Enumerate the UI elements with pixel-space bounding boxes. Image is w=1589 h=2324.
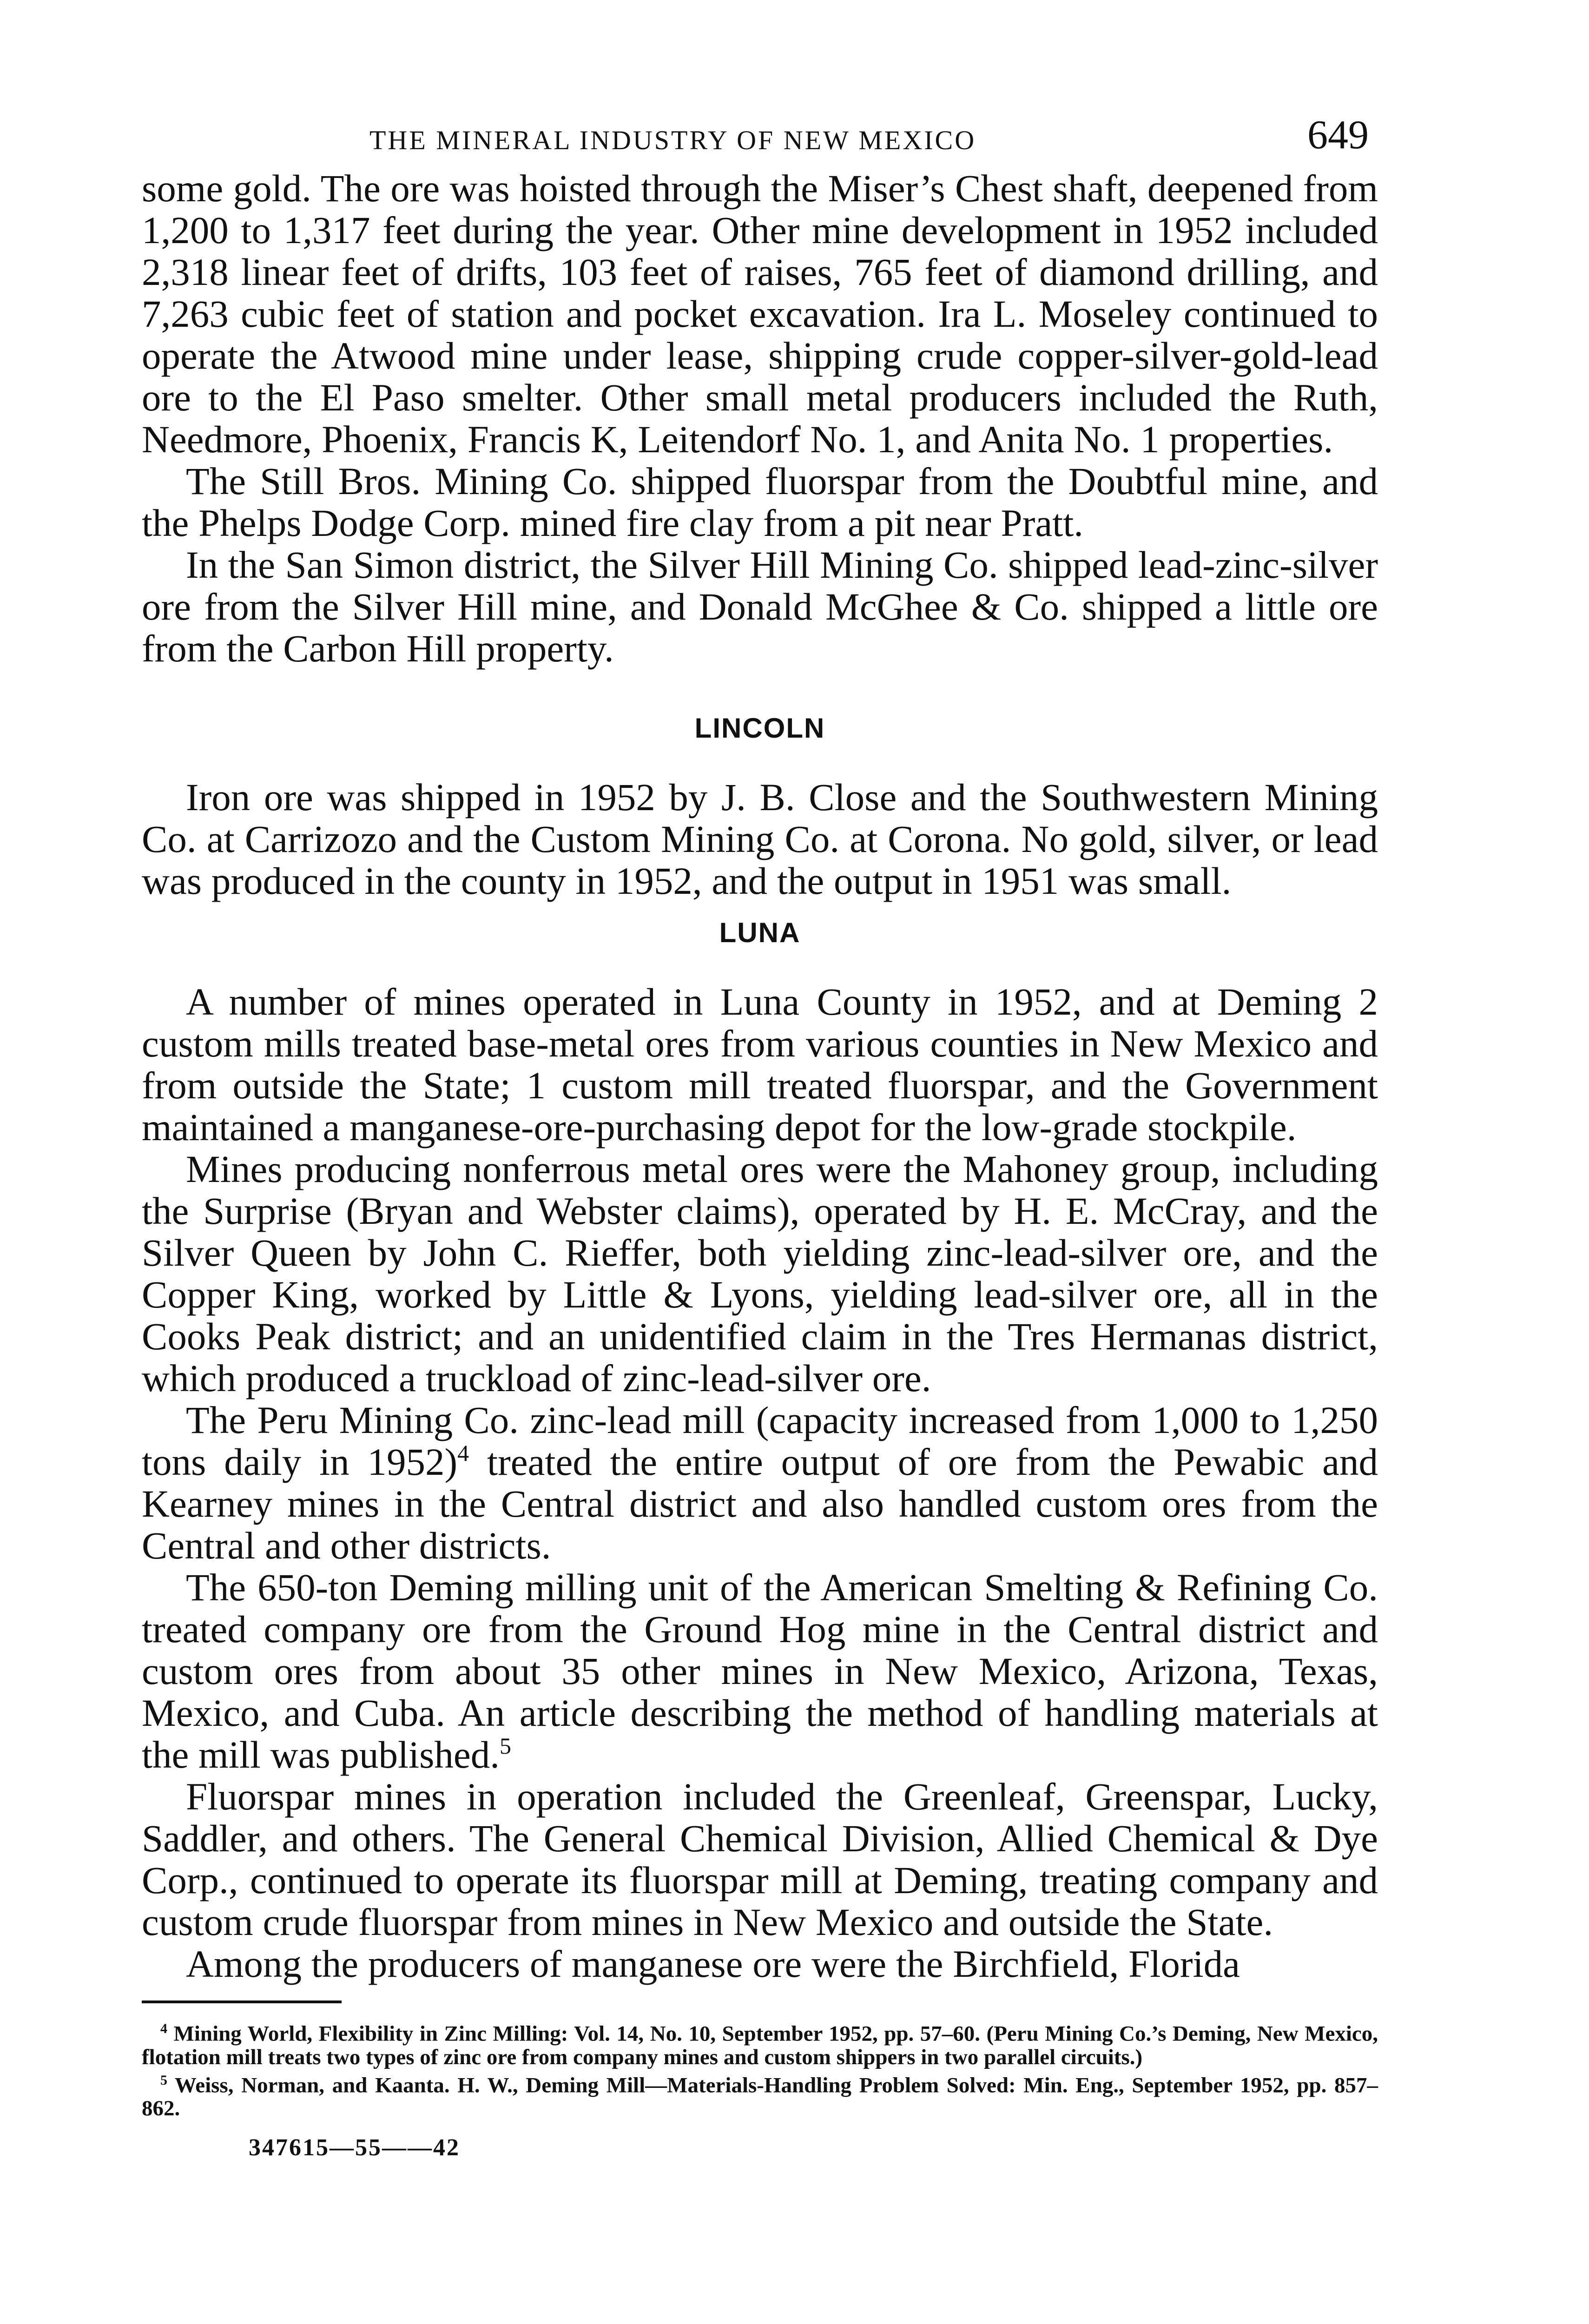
body-text — [142, 167, 1378, 1985]
footnote — [142, 2069, 1378, 2120]
running-title: THE MINERAL INDUSTRY OF NEW MEXICO — [369, 125, 976, 155]
paragraph: Iron ore was shipped in 1952 by J. B. Close and the Southwestern Mining Co. at Carrizozo and the Custom Mining Co. at Corona. No gold, silver, or lead was produced in the county in 1952, and the output in 1951 was small. — [142, 776, 1378, 902]
paragraph — [142, 1399, 1378, 1566]
section-heading-lincoln: LINCOLN — [694, 713, 825, 744]
paragraph-text: The Peru Mining Co. zinc-lead mill (capacity increased from 1,000 to 1,250 tons daily in 1952) — [142, 1399, 1378, 1483]
footnote-mark: 5 — [160, 2072, 167, 2088]
running-header — [142, 112, 1378, 167]
paragraph-text: The 650-ton Deming milling unit of the American Smelting & Refining Co. treated company ore from the Ground Hog mine in the Central district and custom ores from about 35 other mines in New Mexico, Arizona, Texas, Mexico, and Cuba. An article describing the method of handling materials at the mill was published. — [142, 1566, 1378, 1776]
paragraph-text: treated the entire output of ore from the Pewabic and Kearney mines in the Central district and also handled custom ores from the Central and other districts. — [142, 1440, 1378, 1567]
printer-code: 347615—55——42 — [249, 2134, 460, 2161]
footnote-text: Weiss, Norman, and Kaanta. H. W., Deming Mill—Materials-Handling Problem Solved: Min. Eng., September 1952, pp. 857–862. — [142, 2073, 1378, 2121]
section-heading-luna: LUNA — [719, 917, 801, 948]
footnote-reference[interactable]: 4 — [457, 1440, 469, 1466]
footnote-divider — [142, 2000, 342, 2003]
paragraph: Fluorspar mines in operation included the Greenleaf, Greenspar, Lucky, Saddler, and others. The General Chemical Division, Allied Chemical & Dye Corp., continued to operate its fluorspar mill at Deming, treating company and custom crude fluorspar from mines in New Mexico and outside the State. — [142, 1775, 1378, 1943]
paragraph: Mines producing nonferrous metal ores were the Mahoney group, including the Surprise (Bryan and Webster claims), operated by H. E. McCray, and the Silver Queen by John C. Rieffer, both yielding zinc-lead-silver ore, and the Copper King, worked by Little & Lyons, yielding lead-silver ore, all in the Cooks Peak district; and an unidentified claim in the Tres Hermanas district, which produced a truckload of zinc-lead-silver ore. — [142, 1148, 1378, 1400]
footnotes — [142, 2017, 1378, 2120]
footnote-reference[interactable]: 5 — [499, 1733, 511, 1759]
footnote-mark: 4 — [160, 2021, 167, 2036]
paragraph: Among the producers of manganese ore were the Birchfield, Florida — [186, 1942, 1240, 1985]
paragraph: some gold. The ore was hoisted through the Miser’s Chest shaft, deepened from 1,200 to 1,317 feet during the year. Other mine development in 1952 included 2,318 linear feet of drifts, 103 feet of raises, 765 feet of diamond drilling, and 7,263 cubic feet of station and pocket excavation. Ira L. Moseley continued to operate the Atwood mine under lease, shipping crude copper-silver-gold-lead ore to the El Paso smelter. Other small metal producers included the Ruth, Needmore, Phoenix, Francis K, Leitendorf No. 1, and Anita No. 1 properties. — [142, 167, 1378, 461]
paragraph: In the San Simon district, the Silver Hill Mining Co. shipped lead-zinc-silver ore from the Silver Hill mine, and Donald McGhee & Co. shipped a little ore from the Carbon Hill property. — [142, 543, 1378, 670]
footnote — [142, 2017, 1378, 2069]
paragraph — [142, 1566, 1378, 1776]
footnote-text: Mining World, Flexibility in Zinc Milling: Vol. 14, No. 10, September 1952, pp. 57–60. (Peru Mining Co.’s Deming, New Mexico, flotation mill treats two types of zinc ore from company mines and custom shippers in two parallel circuits.) — [142, 2021, 1378, 2069]
page-number: 649 — [1307, 112, 1369, 158]
paragraph: A number of mines operated in Luna County in 1952, and at Deming 2 custom mills treated base-metal ores from various counties in New Mexico and from outside the State; 1 custom mill treated fluorspar, and the Government maintained a manganese-ore-purchasing depot for the low-grade stockpile. — [142, 980, 1378, 1149]
document-page — [142, 112, 1378, 2161]
paragraph: The Still Bros. Mining Co. shipped fluorspar from the Doubtful mine, and the Phelps Dodge Corp. mined fire clay from a pit near Pratt. — [142, 460, 1378, 544]
